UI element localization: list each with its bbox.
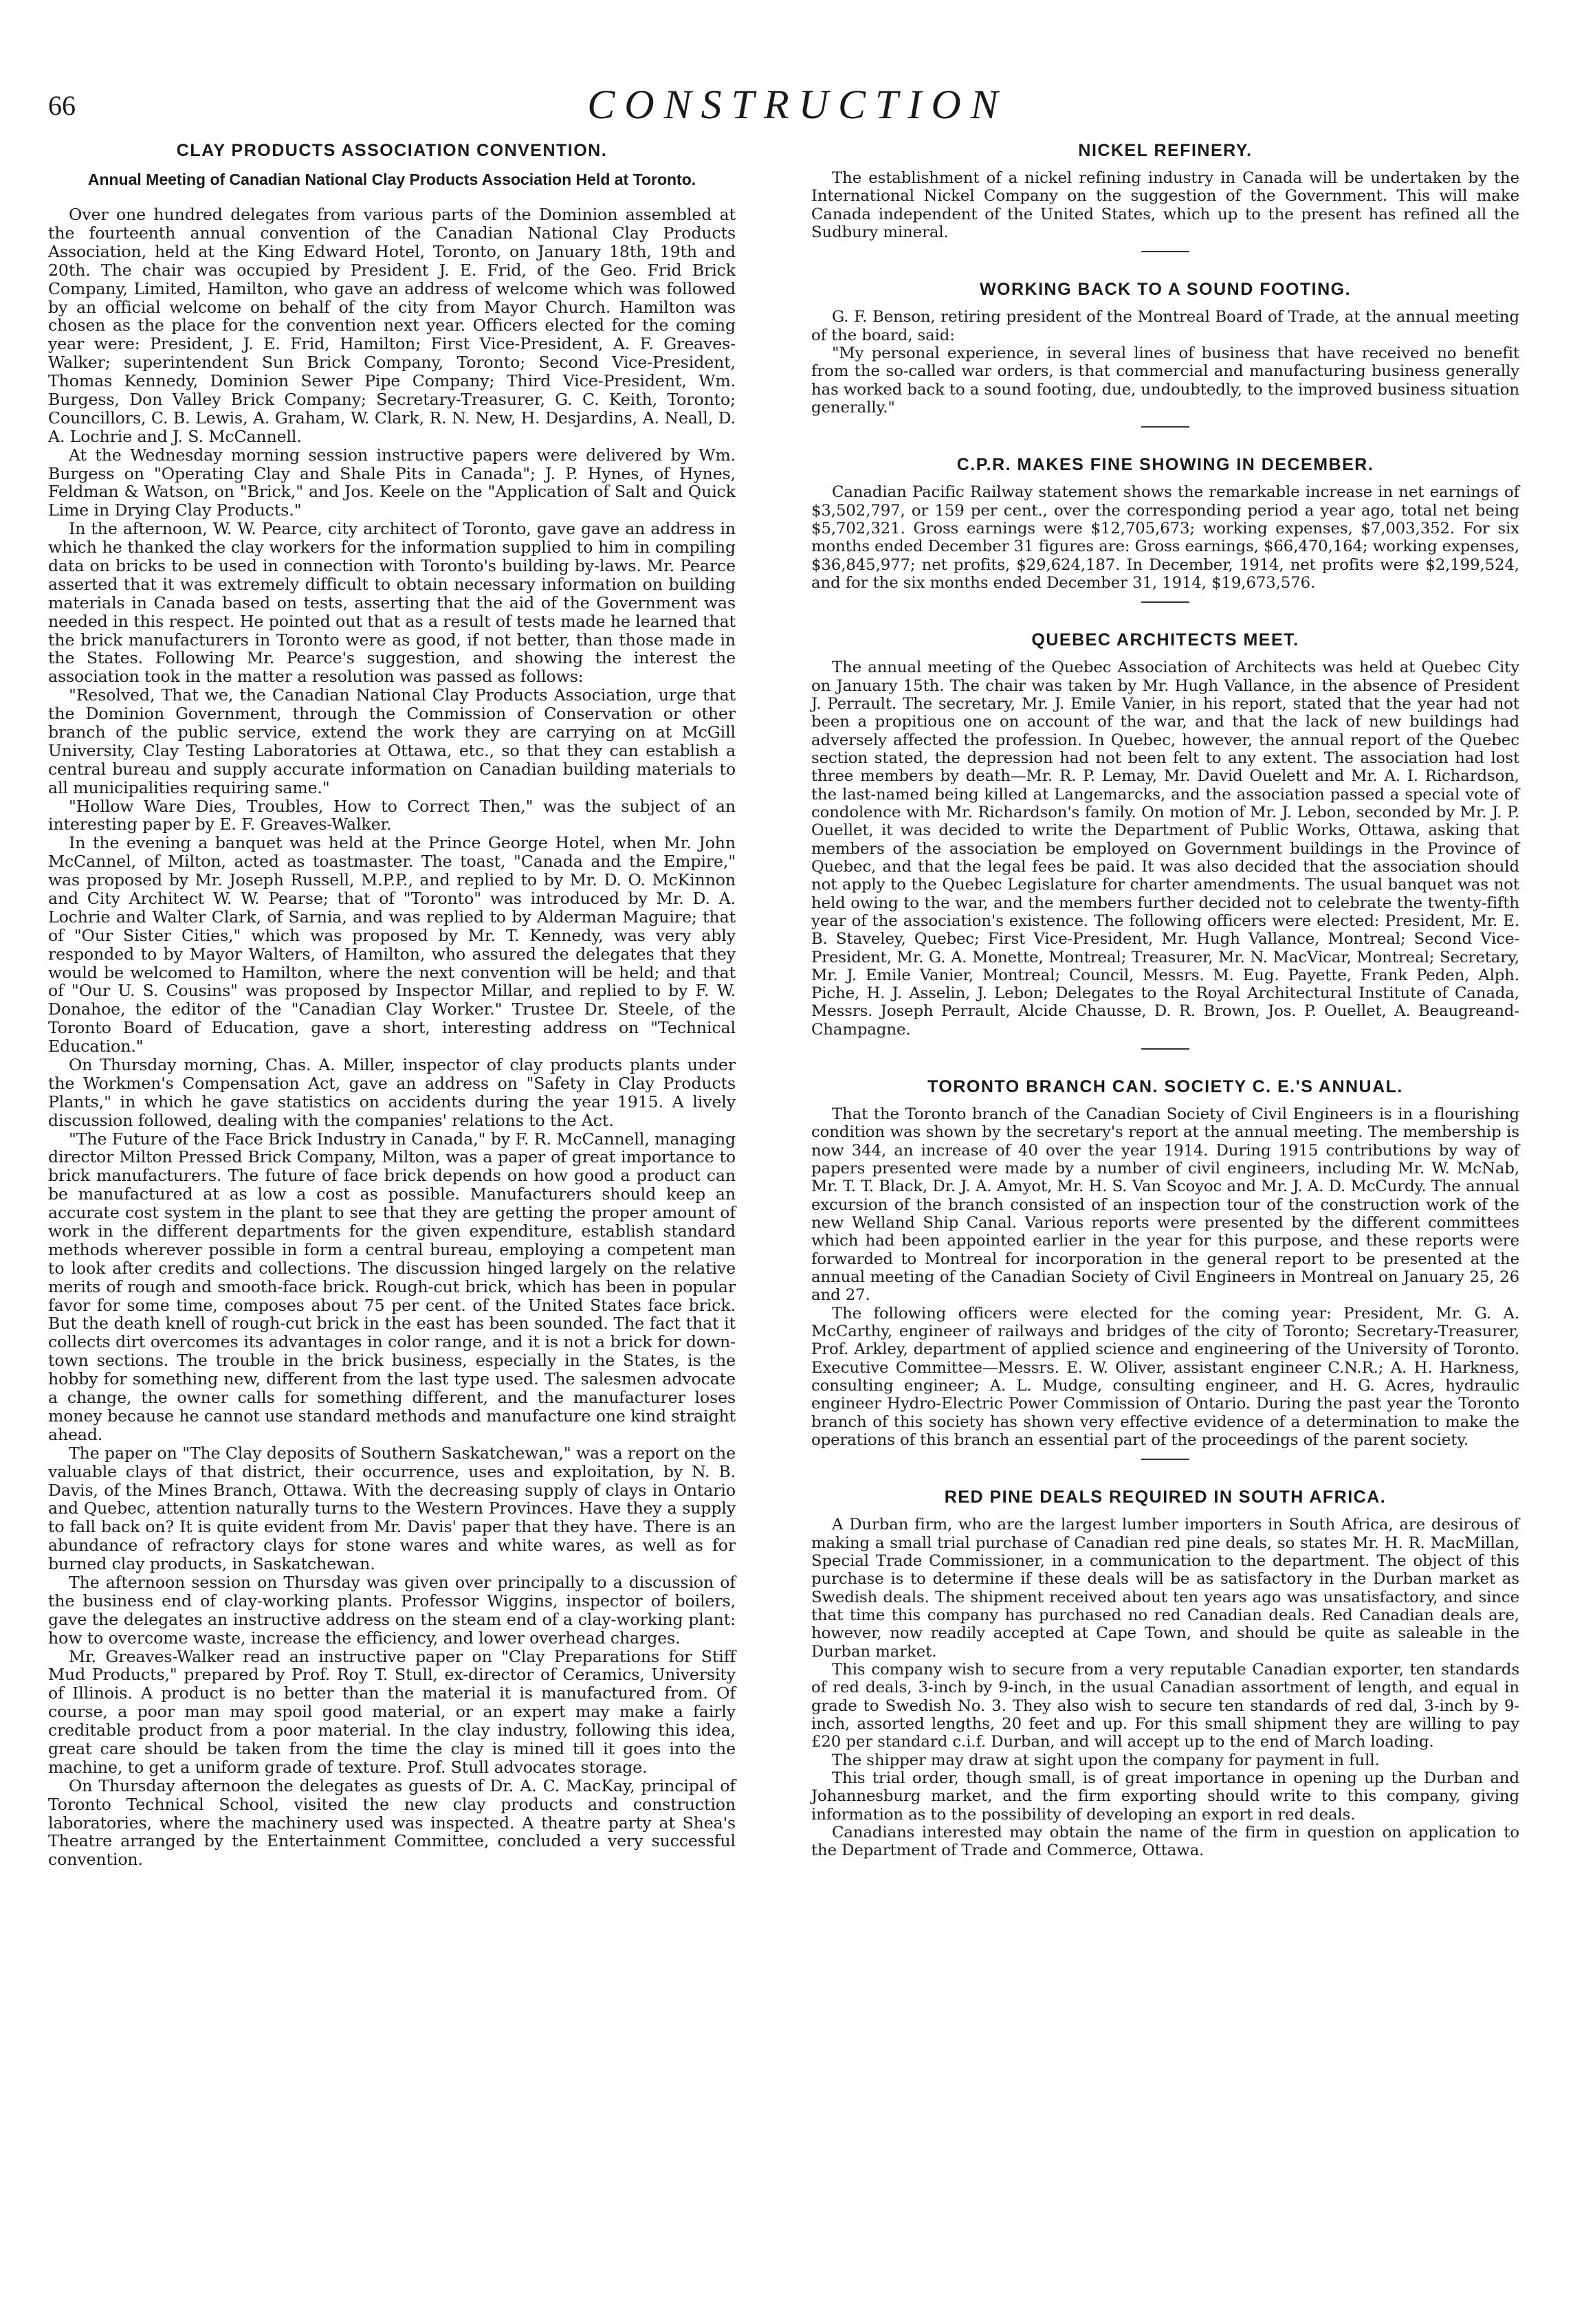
paragraph: A Durban firm, who are the largest lumber importers in South Africa, are desirous of making a small trial purchase of Canadian red pine deals, so states Mr. H. R. MacMillan, Special Trade Commissioner, in a communication to the department. The object of this purchase is to determine if these deals will be as satisfactory in the Durban market as Swedish deals. The shipment received about ten years ago was unsatisfactory, and since that time this company has purchased no red Canadian deals. Red Canadian deals are, however, now readily accepted at Cape Town, and should be quite as saleable in the Durban market. [811,1516,1519,1661]
article-headline: RED PINE DEALS REQUIRED IN SOUTH AFRICA. [944,1487,1387,1507]
paragraph: "Hollow Ware Dies, Troubles, How to Correct Then," was the subject of an interesting paper by E. F. Greaves-Walker. [48,796,736,834]
paragraph: "Resolved, That we, the Canadian National Clay Products Association, urge that the Dominion Government, through the Commission of Conservation or other branch of the public service, extend the work they are carrying on at McGill University, Clay Testing Laboratories at Ottawa, etc., so that they can establish a central bureau and supply accurate information on Canadian building materials to all municipalities requiring same." [48,685,736,797]
section-divider [1141,426,1189,428]
paragraph: The establishment of a nickel refining industry in Canada will be undertaken by the International Nickel Company on the suggestion of the Government. This will make Canada independent of the United States, which up to the present has refined all the Sudbury mineral. [811,169,1519,241]
paragraph: The following officers were elected for the coming year: President, Mr. G. A. McCarthy, engineer of railways and bridges of the city of Toronto; Secretary-Treasurer, Prof. Arkley, department of applied science and engineering of the University of Toronto. Executive Committee—Messrs. E. W. Oliver, assistant engineer C.N.R.; A. H. Harkness, consulting engineer; A. L. Mudge, consulting engineer, and H. G. Acres, hydraulic engineer Hydro-Electric Power Commission of Ontario. During the past year the Toronto branch of this society has shown very effective evidence of a determination to make the operations of this branch an essential part of the proceedings of the parent society. [811,1304,1519,1450]
paragraph: In the afternoon, W. W. Pearce, city architect of Toronto, gave gave an address in which he thanked the clay workers for the information supplied to him in compiling data on bricks to be used in connection with Toronto's building by-laws. Mr. Pearce asserted that it was extremely difficult to obtain necessary information on building materials in Canada based on tests, asserting that the aid of the Government was needed in this respect. He pointed out that as a result of tests made he learned that the brick manufacturers in Toronto were as good, if not better, than those made in the States. Following Mr. Pearce's suggestion, and showing the interest the association took in the matter a resolution was passed as follows: [48,519,736,687]
paragraph: "The Future of the Face Brick Industry in Canada," by F. R. McCannell, managing director Milton Pressed Brick Company, Milton, was a paper of great importance to brick manufacturers. The future of face brick depends on how good a product can be manufactured at as low a cost as possible. Manufacturers should keep an accurate cost system in the plant to see that they are getting the proper amount of work in the different departments for the given expenditure, establish standard methods wherever possible in form a central bureau, employing a competent man to look after credits and collections. The discussion hinged largely on the relative merits of rough and smooth-face brick. Rough-cut brick, which has been in popular favor for some time, composes about 75 per cent. of the United States face brick. But the death knell of rough-cut brick in the east has been sounded. The fact that it collects dirt overcomes its advantages in color range, and it is not a brick for down-town sections. The trouble in the brick business, especially in the States, is the hobby for something new, different from the last type used. The salesmen advocate a change, the owner calls for something different, and the manufacturer loses money because he cannot use standard methods and manufacture one kind straight ahead. [48,1129,736,1444]
paragraph: This trial order, though small, is of great importance in opening up the Durban and Johannesburg market, and the firm exporting should write to this company, giving information as to the possibility of developing an export in red deals. [811,1769,1519,1824]
right-column [811,141,1519,1888]
paragraph: G. F. Benson, retiring president of the Montreal Board of Trade, at the annual meeting of the board, said: [811,308,1519,344]
article-headline: NICKEL REFINERY. [1078,141,1253,160]
article-headline: TORONTO BRANCH CAN. SOCIETY C. E.'S ANNUAL. [927,1077,1403,1097]
left-column [48,141,736,1869]
paragraph: At the Wednesday morning session instructive papers were delivered by Wm. Burgess on "Operating Clay and Shale Pits in Canada"; J. P. Hynes, of Hynes, Feldman & Watson, on "Brick," and Jos. Keele on the "Application of Salt and Quick Lime in Drying Clay Products." [48,445,736,520]
paragraph: Over one hundred delegates from various parts of the Dominion assembled at the fourteenth annual convention of the Canadian National Clay Products Association, held at the King Edward Hotel, Toronto, on January 18th, 19th and 20th. The chair was occupied by President J. E. Frid, of the Geo. Frid Brick Company, Limited, Hamilton, who gave an address of welcome which was followed by an official welcome on behalf of the city from Mayor Church. Hamilton was chosen as the place for the convention next year. Officers elected for the coming year were: President, J. E. Frid, Hamilton; First Vice-President, A. F. Greaves-Walker; superintendent Sun Brick Company, Toronto; Second Vice-President, Thomas Kennedy, Dominion Sewer Pipe Company; Third Vice-President, Wm. Burgess, Don Valley Brick Company; Secretary-Treasurer, G. C. Keith, Toronto; Councillors, C. B. Lewis, A. Graham, W. Clark, R. N. New, H. Desjardins, A. Neall, D. A. Lochrie and J. S. McCannell. [48,205,736,446]
page-number: 66 [48,90,76,121]
section-divider [1141,601,1189,603]
paragraph: The shipper may draw at sight upon the company for payment in full. [832,1751,1380,1769]
article-quebec-architects [811,630,1519,1050]
paragraph: On Thursday afternoon the delegates as guests of Dr. A. C. MacKay, principal of Toronto Technical School, visited the new clay products and construction laboratories, where the machinery used was inspected. A theatre party at Shea's Theatre arranged by the Entertainment Committee, concluded a very successful convention. [48,1775,736,1870]
article-sound-footing [811,280,1519,428]
section-divider [1141,251,1189,252]
paragraph: This company wish to secure from a very reputable Canadian exporter, ten standards of red deals, 3-inch by 9-inch, in the usual Canadian assortment of length, and equal in grade to Swedish No. 3. They also wish to secure ten standards of red dal, 3-inch by 9-inch, assorted lengths, 20 feet and up. For this small shipment they are willing to pay £20 per standard c.i.f. Durban, and will accept up to the end of March loading. [811,1661,1519,1751]
article-headline: CLAY PRODUCTS ASSOCIATION CONVENTION. [176,141,608,160]
article-subheading: Annual Meeting of Canadian National Clay Products Association Held at Toronto. [87,170,696,188]
paragraph: "My personal experience, in several lines of business that have received no benefit from the so-called war orders, is that commercial and manufacturing business generally has worked back to a sound footing, due, undoubtedly, to the improved business situation generally." [811,344,1519,417]
paragraph: The annual meeting of the Quebec Association of Architects was held at Quebec City on January 15th. The chair was taken by Mr. Hugh Vallance, in the absence of President J. Perrault. The secretary, Mr. J. Emile Vanier, in his report, stated that the year had not been a propitious one on account of the war, and that the lack of new buildings had adversely affected the profession. In Quebec, however, the annual report of the Quebec section stated, the depression had not been felt to any extent. The association had lost three members by death—Mr. R. P. Lemay, Mr. David Ouelett and Mr. A. I. Richardson, the last-named being killed at Langemarcks, and the association passed a special vote of condolence with Mr. Richardson's family. On motion of Mr. J. Lebon, seconded by Mr. J. P. Ouellet, it was decided to write the Department of Public Works, Ottawa, asking that members of the association be employed on Government buildings in the Province of Quebec, and that the legal fees be paid. It was also decided that the association should not apply to the Quebec Legislature for charter amendments. The usual banquet was not held owing to the war, and the members further decided not to celebrate the twenty-fifth year of the association's existence. The following officers were elected: President, Mr. E. B. Staveley, Quebec; First Vice-President, Mr. Hugh Vallance, Montreal; Second Vice-President, Mr. G. A. Monette, Montreal; Treasurer, Mr. N. MacVicar, Montreal; Secretary, Mr. J. Emile Vanier, Montreal; Council, Messrs. M. Eug. Payette, Frank Peden, Alph. Piche, H. J. Asselin, J. Lebon; Delegates to the Royal Architectural Institute of Canada, Messrs. Joseph Perrault, Alcide Chausse, D. R. Brown, Jos. P. Ouellet, A. Beaugreand-Champagne. [811,659,1519,1039]
paragraph: That the Toronto branch of the Canadian Society of Civil Engineers is in a flourishing condition was shown by the secretary's report at the annual meeting. The membership is now 344, an increase of 40 over the year 1914. During 1915 contributions by way of papers presented were made by a number of civil engineers, including Mr. W. McNab, Mr. T. T. Black, Dr. J. A. Amyot, Mr. H. S. Van Scoyoc and Mr. J. A. D. McCurdy. The annual excursion of the branch consisted of an inspection tour of the construction work of the new Welland Ship Canal. Various reports were presented by the different committees which had been appointed earlier in the year for this purpose, and these reports were forwarded to Montreal for incorporation in the general report to be presented at the annual meeting of the Canadian Society of Civil Engineers in Montreal on January 25, 26 and 27. [811,1105,1519,1305]
article-headline: QUEBEC ARCHITECTS MEET. [1031,630,1299,650]
article-headline: WORKING BACK TO A SOUND FOOTING. [979,280,1352,300]
article-red-pine-deals [811,1487,1519,1859]
paragraph: In the evening a banquet was held at the Prince George Hotel, when Mr. John McCannel, of Milton, acted as toastmaster. The toast, "Canada and the Empire," was proposed by Mr. Joseph Russell, M.P.P., and replied to by Mr. D. O. McKinnon and City Architect W. W. Pearse; that of "Toronto" was introduced by Mr. D. A. Lochrie and Walter Clark, of Sarnia, and was replied to by Alderman Maguire; that of "Our Sister Cities," which was proposed by Mr. T. Kennedy, was very ably responded to by Mayor Walters, of Hamilton, who assured the delegates that they would be welcomed to Hamilton, where the next convention will be held; and that of "Our U. S. Cousins" was proposed by Inspector Millar, and replied to by F. W. Donahoe, the editor of the "Canadian Clay Worker." Trustee Dr. Steele, of the Toronto Board of Education, gave a short, interesting address on "Technical Education." [48,833,736,1056]
article-nickel-refinery [811,141,1519,252]
paragraph: Mr. Greaves-Walker read an instructive paper on "Clay Preparations for Stiff Mud Products," prepared by Prof. Roy T. Stull, ex-director of Ceramics, University of Illinois. A product is no better than the material it is manufactured from. Of course, a poor man may spoil good material, or an expert may make a fairly creditable product from a poor material. In the clay industry, following this idea, great care should be taken from the time the clay is mined till it goes into the machine, to get a uniform grade of texture. Prof. Stull advocates storage. [48,1646,736,1777]
paragraph: Canadian Pacific Railway statement shows the remarkable increase in net earnings of $3,502,797, or 159 per cent., over the corresponding period a year ago, total net being $5,702,321. Gross earnings were $12,705,673; working expenses, $7,003,352. For six months ended December 31 figures are: Gross earnings, $66,470,164; working expenses, $36,845,977; net profits, $29,624,187. In December, 1914, net profits were $2,199,524, and for the six months ended December 31, 1914, $19,673,576. [811,483,1519,592]
paragraph: On Thursday morning, Chas. A. Miller, inspector of clay products plants under the Workmen's Compensation Act, gave an address on "Safety in Clay Products Plants," in which he gave statistics on accidents during the year 1915. A lively discussion followed, dealing with the companies' relations to the Act. [48,1055,736,1130]
running-title: CONSTRUCTION [587,82,1008,127]
section-divider [1141,1459,1189,1460]
paragraph: The afternoon session on Thursday was given over principally to a discussion of the business end of clay-working plants. Professor Wiggins, inspector of boilers, gave the delegates an instructive address on the steam end of a clay-working plant: how to overcome waste, increase the efficiency, and lower overhead charges. [48,1572,736,1648]
paragraph: The paper on "The Clay deposits of Southern Saskatchewan," was a report on the valuable clays of that district, their occurrence, uses and exploitation, by N. B. Davis, of the Mines Branch, Ottawa. With the decreasing supply of clays in Ontario and Quebec, attention naturally turns to the Western Provinces. Have they a supply to fall back on? It is quite evident from Mr. Davis' paper that they have. There is an abundance of refractory clays for stone wares and white wares, as well as for burned clay products, in Saskatchewan. [48,1443,736,1574]
article-toronto-branch [811,1077,1519,1460]
section-divider [1141,1048,1189,1050]
article-cpr-showing [811,455,1519,603]
paragraph: Canadians interested may obtain the name of the firm in question on application to the Department of Trade and Commerce, Ottawa. [811,1823,1519,1860]
article-headline: C.P.R. MAKES FINE SHOWING IN DECEMBER. [956,455,1374,475]
